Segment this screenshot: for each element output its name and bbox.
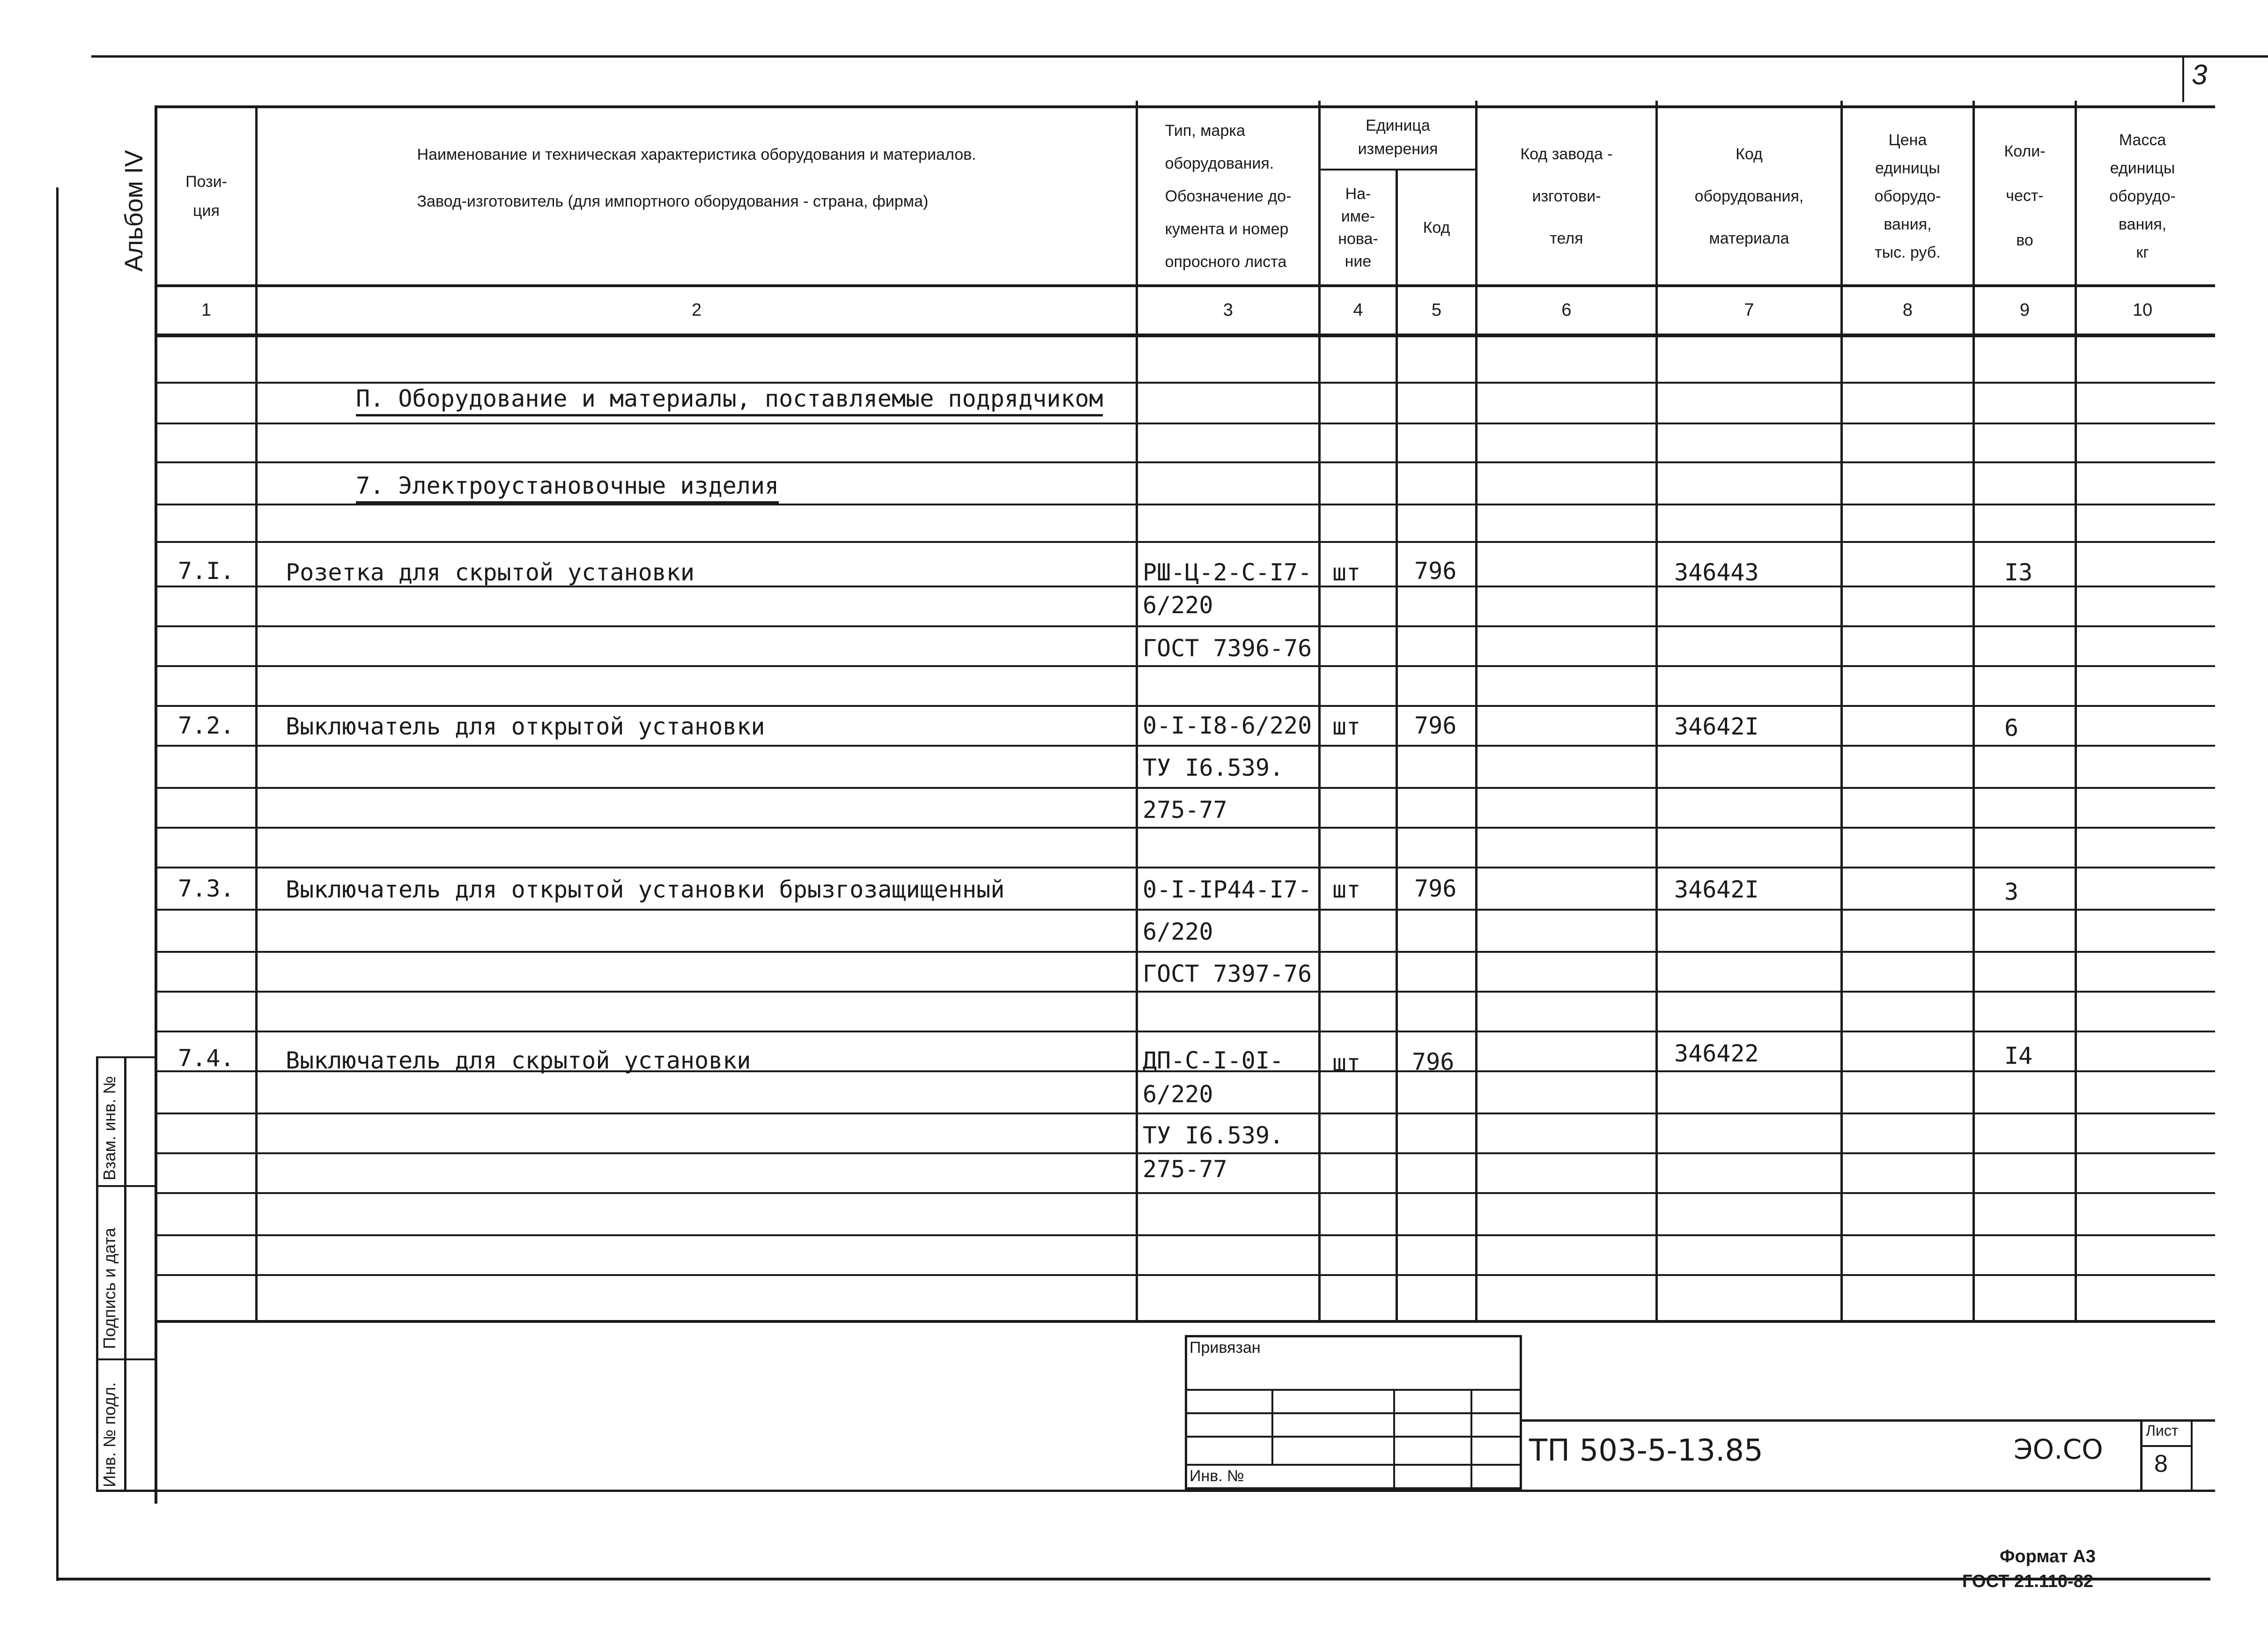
item-type-line: ГОСТ 7396-76: [1143, 635, 1312, 662]
item-type-line: 275-77: [1143, 1156, 1227, 1183]
row-line: [155, 787, 2215, 789]
item-type-line: 6/220: [1143, 1081, 1213, 1108]
row-line: [155, 867, 2215, 868]
row-line: [155, 625, 2215, 627]
item-unit-code: 796: [1414, 875, 1457, 902]
header-unit-code: Код: [1423, 218, 1450, 237]
stamp-strip-top: [96, 1056, 157, 1058]
sheet-label: Лист: [2146, 1422, 2179, 1439]
item-name: Розетка для скрытой установки: [286, 559, 694, 586]
sheet-number: 8: [2154, 1450, 2168, 1477]
top-border-line: [91, 55, 2268, 58]
document-code: ТП 503-5-13.85: [1529, 1433, 1763, 1468]
colnum-4: 4: [1353, 300, 1363, 320]
header-equipment-code: Код оборудования, материала: [1694, 145, 1804, 247]
item-unit: шт: [1332, 876, 1361, 903]
privyazan-label: Привязан: [1189, 1339, 1261, 1357]
item-quantity: 6: [2004, 714, 2019, 742]
header-quantity: Коли- чест- во: [2004, 142, 2046, 249]
header-type: Тип, марка оборудования. Обозначение до- кумента и номер опросного листа: [1165, 121, 1292, 271]
item-name: Выключатель для открытой установки брызгозащищенный: [286, 876, 1005, 903]
row-line: [155, 705, 2215, 707]
item-unit: шт: [1332, 713, 1361, 740]
item-position: 7.I.: [178, 557, 235, 585]
item-type-line: 0-I-IP44-I7-: [1143, 876, 1312, 903]
row-line: [155, 909, 2215, 911]
gost-label: ГОСТ 21.110-82: [1962, 1572, 2093, 1591]
header-unit-group: Единица измерения: [1358, 116, 1438, 158]
item-type-line: ГОСТ 7397-76: [1143, 960, 1312, 987]
item-equipment-code: 346443: [1674, 559, 1759, 586]
item-type-line: ТУ I6.539.: [1143, 754, 1284, 781]
row-line: [155, 1192, 2215, 1194]
row-line: [155, 541, 2215, 543]
row-line: [155, 461, 2215, 463]
item-type-line: РШ-Ц-2-С-I7-: [1143, 559, 1312, 586]
item-unit-code: 796: [1412, 1048, 1455, 1076]
table-bottom-line: [155, 1320, 2215, 1323]
header-factory-code: Код завода - изготови- теля: [1520, 145, 1613, 247]
row-line: [155, 1031, 2215, 1032]
stamp-strip-bottom: [96, 1490, 2215, 1492]
colnum-bottom-line: [155, 334, 2215, 337]
row-line: [155, 745, 2215, 747]
privyazan-col: [1271, 1389, 1273, 1464]
item-type-line: 6/220: [1143, 918, 1213, 945]
row-line: [155, 951, 2215, 953]
bottom-outer-border: [56, 1578, 2210, 1580]
privyazan-col: [1393, 1389, 1395, 1490]
stamp-strip-div2: [96, 1358, 157, 1360]
header-unit-name: На- име- нова- ние: [1338, 185, 1378, 270]
item-equipment-code: 34642I: [1674, 876, 1759, 903]
signature-date-label: Подпись и дата: [100, 1228, 119, 1349]
colnum-9: 9: [2019, 300, 2030, 320]
item-name: Выключатель для открытой установки: [286, 713, 765, 740]
item-type-line: 275-77: [1143, 796, 1227, 823]
item-equipment-code: 346422: [1674, 1040, 1759, 1067]
stamp-strip-left: [96, 1056, 98, 1492]
row-line: [155, 991, 2215, 993]
colnum-7: 7: [1744, 300, 1754, 320]
row-line: [155, 1234, 2215, 1236]
item-position: 7.4.: [178, 1045, 235, 1072]
header-price: Цена единицы оборудо- вания, тыс. руб.: [1874, 131, 1941, 261]
colnum-8: 8: [1902, 300, 1913, 320]
item-type-line: 0-I-I8-6/220: [1143, 712, 1312, 739]
part-heading: П. Оборудование и материалы, поставляемые подрядчиком: [356, 385, 1103, 416]
sheet-box-left: [2140, 1419, 2142, 1490]
item-unit: шт: [1332, 1049, 1361, 1076]
row-line: [155, 665, 2215, 667]
item-quantity: 3: [2004, 878, 2019, 905]
item-type-line: ТУ I6.539.: [1143, 1122, 1284, 1149]
header-mass: Масса единицы оборудо- вания, кг: [2109, 131, 2176, 261]
right-corner-line: [2182, 55, 2184, 102]
left-outer-border: [56, 187, 59, 1581]
item-unit: шт: [1332, 559, 1361, 586]
row-line: [155, 827, 2215, 829]
doc-code-row-line: [1522, 1419, 2215, 1422]
item-position: 7.2.: [178, 712, 235, 739]
colnum-2: 2: [691, 300, 702, 320]
row-line: [155, 504, 2215, 505]
row-line: [155, 423, 2215, 424]
inv-no-label: Инв. №: [1189, 1467, 1244, 1485]
stamp-strip-mid: [124, 1056, 126, 1492]
header-position: Пози- ция: [185, 172, 227, 220]
item-position: 7.3.: [178, 875, 235, 902]
colnum-10: 10: [2132, 300, 2153, 320]
row-line: [155, 1113, 2215, 1114]
row-line: [155, 382, 2215, 384]
sheet-box-mid: [2140, 1445, 2192, 1447]
item-quantity: I4: [2004, 1042, 2033, 1069]
colnum-3: 3: [1223, 300, 1234, 320]
privyazan-col: [1470, 1389, 1472, 1490]
inv-podl-label: Инв. № подл.: [100, 1382, 119, 1487]
item-unit-code: 796: [1414, 557, 1457, 585]
item-type-line: 6/220: [1143, 592, 1213, 619]
page-number-corner: 3: [2192, 59, 2208, 90]
format-label: Формат А3: [2000, 1547, 2096, 1566]
colnum-5: 5: [1431, 300, 1442, 320]
row-line: [155, 1152, 2215, 1154]
colnum-1: 1: [201, 300, 212, 320]
sheet-box-right: [2191, 1419, 2193, 1490]
stamp-strip-div1: [96, 1185, 157, 1187]
item-equipment-code: 34642I: [1674, 713, 1759, 740]
item-unit-code: 796: [1414, 712, 1457, 739]
item-name: Выключатель для скрытой установки: [286, 1047, 751, 1074]
colnum-6: 6: [1561, 300, 1572, 320]
vzam-inv-label: Взам. инв. №: [100, 1076, 119, 1180]
header-name: Наименование и техническая характеристика оборудования и материалов. Завод-изготовитель (для импортного оборудования - страна, фирма): [417, 146, 976, 210]
group-heading: 7. Электроустановочные изделия: [356, 472, 779, 504]
item-type-line: ДП-С-I-0I-: [1143, 1047, 1284, 1074]
album-label: Альбом IV: [120, 150, 148, 272]
row-line: [155, 1274, 2215, 1276]
item-quantity: I3: [2004, 559, 2033, 586]
section-code: ЭО.СО: [2014, 1433, 2103, 1465]
